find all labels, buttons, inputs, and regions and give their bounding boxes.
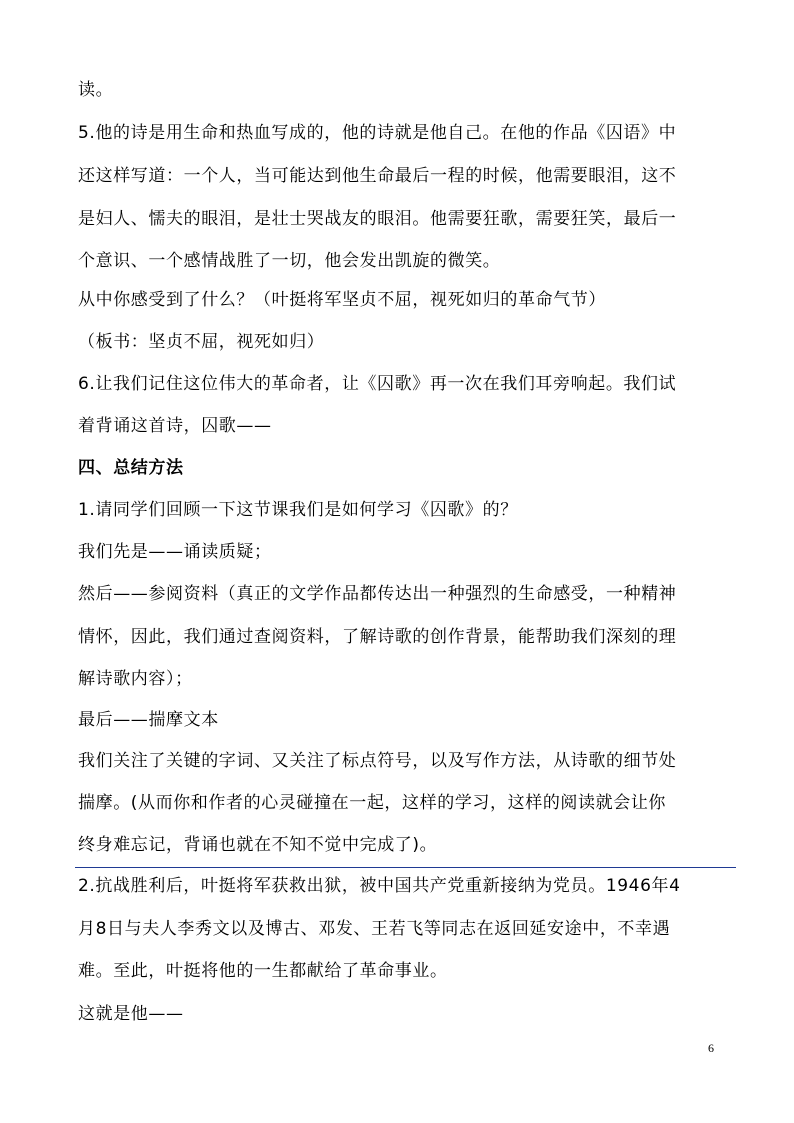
text-line: 解诗歌内容）； (78, 669, 193, 689)
text-line: 我们关注了关键的字词、又关注了标点符号，以及写作方法，从诗歌的细节处 (78, 751, 677, 771)
text-line: 揣摩。(从而你和作者的心灵碰撞在一起，这样的学习，这样的阅读就会让你 (78, 793, 667, 813)
text-line: 从中你感受到了什么？（叶挺将军坚贞不屈，视死如归的革命气节） (78, 290, 606, 310)
text-line: 还这样写道：一个人，当可能达到他生命最后一程的时候，他需要眼泪，这不 (78, 166, 677, 186)
text-line: 5.他的诗是用生命和热血写成的，他的诗就是他自己。在他的作品《囚语》中 (78, 123, 677, 143)
text-line: 情怀，因此，我们通过查阅资料，了解诗歌的创作背景，能帮助我们深刻的理 (78, 627, 677, 647)
page-number: 6 (708, 1041, 714, 1055)
text-line: 这就是他—— (78, 1004, 184, 1024)
text-line: 着背诵这首诗，囚歌—— (78, 416, 272, 436)
text-line: 1.请同学们回顾一下这节课我们是如何学习《囚歌》的？ (78, 500, 518, 520)
text-line: 读。 (78, 80, 114, 100)
text-line: 是妇人、懦夫的眼泪，是壮士哭战友的眼泪。他需要狂歌，需要狂笑，最后一 (78, 209, 677, 229)
text-line: 最后——揣摩文本 (78, 710, 219, 730)
text-line: 终身难忘记，背诵也就在不知不觉中完成了)。 (78, 835, 438, 855)
text-line: 我们先是——诵读质疑； (78, 542, 272, 562)
text-line: （板书：坚贞不屈，视死如归） (78, 332, 325, 352)
text-line: 难。至此，叶挺将他的一生都献给了革命事业。 (78, 961, 448, 981)
text-line: 6.让我们记住这位伟大的革命者，让《囚歌》再一次在我们耳旁响起。我们试 (78, 374, 677, 394)
text-line: 然后——参阅资料（真正的文学作品都传达出一种强烈的生命感受，一种精神 (78, 584, 677, 604)
text-line: 个意识、一个感情战胜了一切，他会发出凯旋的微笑。 (78, 251, 501, 271)
text-line: 2.抗战胜利后，叶挺将军获救出狱，被中国共产党重新接纳为党员。1946年4 (78, 876, 681, 896)
section-heading: 四、总结方法 (78, 458, 184, 478)
text-line: 月8日与夫人李秀文以及博古、邓发、王若飞等同志在返回延安途中，不幸遇 (78, 919, 671, 939)
